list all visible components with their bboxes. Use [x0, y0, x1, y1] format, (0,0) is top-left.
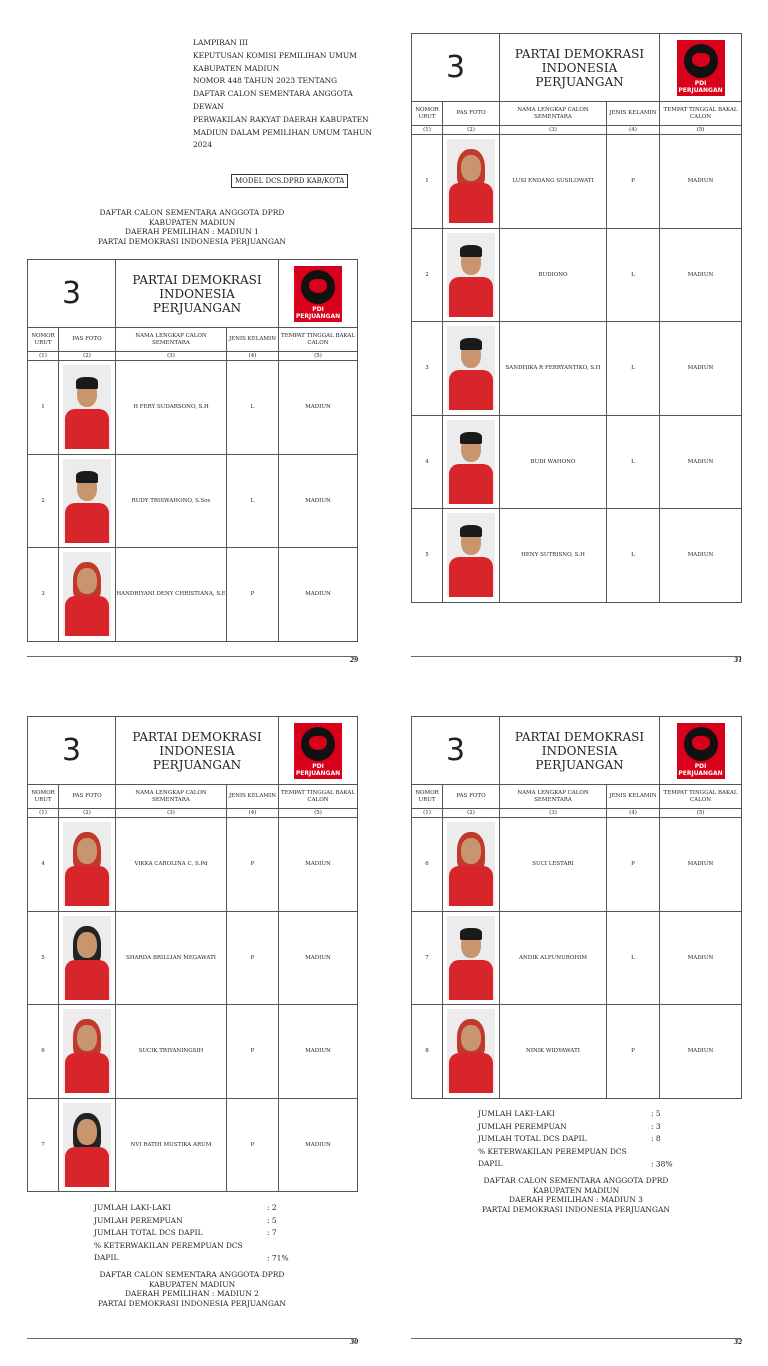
candidate-photo — [447, 233, 495, 317]
summary-row — [94, 1240, 289, 1265]
party-number-cell — [28, 717, 116, 785]
footer-line — [411, 656, 741, 657]
candidate-residence: MADIUN — [279, 361, 358, 455]
row-number: 6 — [28, 1005, 59, 1099]
table-row — [28, 818, 358, 912]
party-name-line-1: PARTAI DEMOKRASI — [132, 729, 262, 744]
col-number: (2) — [59, 352, 116, 361]
pdi-perjuangan-logo — [294, 266, 342, 322]
party-name-line-2: INDONESIA PERJUANGAN — [152, 743, 242, 772]
candidate-table — [411, 716, 742, 1099]
photo-cell — [59, 454, 116, 548]
caption-line: DAERAH PEMILIHAN : MADIUN 3 — [509, 1195, 643, 1204]
col-number: (5) — [279, 809, 358, 818]
party-number: 3 — [445, 733, 466, 768]
candidate-photo — [63, 1103, 111, 1187]
candidate-gender: P — [607, 135, 660, 229]
col-header-no: NOMOR URUT — [28, 328, 59, 352]
row-number: 2 — [412, 228, 443, 322]
candidate-name: BUDIONO — [500, 228, 607, 322]
logo-text: PDI — [312, 305, 324, 313]
candidate-name: SUCIK TRIYANINGSIH — [116, 1005, 227, 1099]
candidate-gender: L — [227, 361, 279, 455]
col-number: (4) — [607, 126, 660, 135]
page-32 — [384, 683, 768, 1366]
candidate-photo — [63, 459, 111, 543]
table-row — [28, 1098, 358, 1192]
candidate-name: VIKKA CAROLINA C, S.Pd — [116, 818, 227, 912]
candidate-photo — [63, 365, 111, 449]
candidate-photo — [63, 822, 111, 906]
logo-text: PERJUANGAN — [678, 86, 723, 94]
candidate-residence: MADIUN — [660, 228, 742, 322]
bull-head-icon — [692, 53, 710, 67]
col-header-no: NOMOR URUT — [28, 785, 59, 809]
candidate-photo — [447, 916, 495, 1000]
table-row — [28, 454, 358, 548]
summary-label: JUMLAH PEREMPUAN — [94, 1215, 183, 1225]
lampiran-line: KEPUTUSAN KOMISI PEMILIHAN UMUM — [193, 50, 357, 60]
party-name-cell — [500, 34, 660, 102]
candidate-gender: L — [607, 415, 660, 509]
col-header-name: NAMA LENGKAP CALON SEMENTARA — [500, 785, 607, 809]
col-number: (5) — [660, 126, 742, 135]
col-number: (2) — [59, 809, 116, 818]
summary-value: : 8 — [651, 1134, 661, 1143]
caption-line: PARTAI DEMOKRASI INDONESIA PERJUANGAN — [98, 236, 286, 246]
row-number: 7 — [412, 911, 443, 1005]
caption-line: DAERAH PEMILIHAN : MADIUN 2 — [125, 1289, 259, 1298]
col-number: (4) — [227, 352, 279, 361]
candidate-name: HENY SUTRISNO, S.H — [500, 509, 607, 603]
col-header-gender: JENIS KELAMIN — [227, 328, 279, 352]
lampiran-line: LAMPIRAN III — [193, 38, 248, 47]
logo-text: PDI — [312, 762, 324, 770]
table-row — [28, 548, 358, 642]
col-header-name: NAMA LENGKAP CALON SEMENTARA — [116, 328, 227, 352]
col-header-gender: JENIS KELAMIN — [607, 785, 660, 809]
candidate-name: HANDRIYANI DENY CHRISTIANA, S.E — [116, 548, 227, 642]
candidate-gender: P — [227, 548, 279, 642]
candidate-gender: P — [607, 1005, 660, 1099]
party-logo-cell — [660, 717, 742, 785]
summary-row — [478, 1133, 673, 1146]
row-number: 5 — [28, 911, 59, 1005]
page-30 — [0, 683, 384, 1366]
summary-label: JUMLAH PEREMPUAN — [478, 1121, 567, 1131]
summary-label: % KETERWAKILAN PEREMPUAN DCS DAPIL — [94, 1240, 243, 1262]
lampiran-line: KABUPATEN MADIUN — [193, 63, 280, 73]
caption-madiun-3 — [411, 1176, 741, 1214]
page-31 — [384, 0, 768, 683]
row-number: 4 — [28, 818, 59, 912]
summary-value: : 3 — [651, 1121, 661, 1131]
candidate-residence: MADIUN — [279, 911, 358, 1005]
bull-head-icon — [309, 279, 327, 293]
candidate-photo — [63, 916, 111, 1000]
candidate-residence: MADIUN — [660, 322, 742, 416]
col-header-residence: TEMPAT TINGGAL BAKAL CALON — [279, 785, 358, 809]
party-logo-cell — [279, 717, 358, 785]
page-number: 31 — [734, 657, 743, 664]
col-header-residence: TEMPAT TINGGAL BAKAL CALON — [660, 785, 742, 809]
lampiran-line: NOMOR 448 TAHUN 2023 TENTANG — [193, 76, 338, 86]
table-row — [28, 911, 358, 1005]
col-header-name: NAMA LENGKAP CALON SEMENTARA — [500, 102, 607, 126]
caption-madiun-1 — [27, 208, 357, 246]
logo-text: PDI — [694, 79, 707, 87]
col-number: (2) — [443, 126, 500, 135]
photo-cell — [443, 135, 500, 229]
row-number: 3 — [412, 322, 443, 416]
candidate-photo — [447, 326, 495, 410]
candidate-name: LUSI ENDANG SUSILOWATI — [500, 135, 607, 229]
photo-cell — [443, 911, 500, 1005]
page-number: 29 — [350, 657, 359, 664]
candidate-photo — [447, 513, 495, 597]
candidate-residence: MADIUN — [660, 509, 742, 603]
candidate-gender: L — [607, 509, 660, 603]
col-number: (5) — [279, 352, 358, 361]
page-number: 30 — [350, 1339, 359, 1346]
table-row — [28, 1005, 358, 1099]
table-row — [412, 818, 742, 912]
summary-row — [478, 1146, 673, 1171]
candidate-name: SUCI LESTARI — [500, 818, 607, 912]
photo-cell — [443, 509, 500, 603]
table-row — [412, 228, 742, 322]
table-row — [412, 509, 742, 603]
candidate-gender: L — [607, 322, 660, 416]
table-row — [412, 135, 742, 229]
table-row — [28, 361, 358, 455]
row-number: 7 — [28, 1098, 59, 1192]
candidate-table — [27, 716, 358, 1192]
col-number: (3) — [500, 809, 607, 818]
candidate-gender: L — [607, 911, 660, 1005]
candidate-table — [27, 259, 358, 642]
candidate-residence: MADIUN — [660, 818, 742, 912]
party-number: 3 — [61, 276, 82, 311]
caption-line: PARTAI DEMOKRASI INDONESIA PERJUANGAN — [98, 1298, 286, 1308]
row-number: 8 — [412, 1005, 443, 1099]
col-header-no: NOMOR URUT — [412, 785, 443, 809]
party-number: 3 — [445, 50, 466, 85]
footer-line — [411, 1338, 741, 1339]
party-name-line-2: INDONESIA PERJUANGAN — [535, 743, 624, 772]
col-header-gender: JENIS KELAMIN — [607, 102, 660, 126]
candidate-residence: MADIUN — [279, 818, 358, 912]
lampiran-block — [193, 37, 373, 152]
col-number: (5) — [660, 809, 742, 818]
party-name-line-1: PARTAI DEMOKRASI — [132, 272, 262, 287]
caption-madiun-2 — [27, 1270, 357, 1308]
caption-line: DAFTAR CALON SEMENTARA ANGGOTA DPRD — [99, 208, 285, 217]
candidate-residence: MADIUN — [279, 548, 358, 642]
party-name-line-2: INDONESIA PERJUANGAN — [152, 286, 242, 315]
caption-line: DAFTAR CALON SEMENTARA ANGGOTA DPRD — [99, 1270, 285, 1279]
candidate-name: BUDI WAHONO — [500, 415, 607, 509]
summary-block — [478, 1108, 673, 1171]
party-logo-cell — [279, 260, 358, 328]
caption-line: DAERAH PEMILIHAN : MADIUN 1 — [125, 227, 259, 236]
party-name-cell — [116, 717, 279, 785]
col-header-no: NOMOR URUT — [412, 102, 443, 126]
summary-row — [94, 1202, 289, 1215]
summary-row — [478, 1121, 673, 1134]
candidate-residence: MADIUN — [660, 415, 742, 509]
party-number-cell — [28, 260, 116, 328]
photo-cell — [443, 322, 500, 416]
candidate-name: RUDY TRISWAHONO, S.Sos — [116, 454, 227, 548]
candidate-table — [411, 33, 742, 603]
candidate-name: SANDHIKA R FERRYANTIKO, S.H — [500, 322, 607, 416]
photo-cell — [59, 361, 116, 455]
pdi-perjuangan-logo — [677, 40, 725, 96]
candidate-photo — [447, 420, 495, 504]
party-number-cell — [412, 34, 500, 102]
candidate-photo — [447, 822, 495, 906]
candidate-residence: MADIUN — [660, 1005, 742, 1099]
photo-cell — [59, 911, 116, 1005]
summary-value: : 7 — [267, 1228, 277, 1237]
lampiran-line: MADIUN DALAM PEMILIHAN UMUM TAHUN — [193, 127, 373, 137]
col-header-photo: PAS FOTO — [59, 785, 116, 809]
summary-label: JUMLAH LAKI-LAKI — [478, 1109, 555, 1118]
candidate-photo — [447, 139, 495, 223]
caption-line: KABUPATEN MADIUN — [148, 217, 236, 227]
col-number: (1) — [28, 352, 59, 361]
summary-block — [94, 1202, 289, 1265]
col-number: (4) — [227, 809, 279, 818]
bull-head-icon — [692, 736, 710, 750]
caption-line: DAFTAR CALON SEMENTARA ANGGOTA DPRD — [483, 1176, 669, 1185]
candidate-gender: P — [227, 1098, 279, 1192]
pdi-perjuangan-logo — [677, 723, 725, 779]
row-number: 1 — [28, 361, 59, 455]
caption-line: KABUPATEN MADIUN — [148, 1279, 236, 1289]
summary-label: JUMLAH TOTAL DCS DAPIL — [94, 1228, 203, 1237]
caption-line: KABUPATEN MADIUN — [532, 1185, 620, 1195]
photo-cell — [59, 1098, 116, 1192]
page-29 — [0, 0, 384, 683]
col-header-photo: PAS FOTO — [443, 102, 500, 126]
col-number: (3) — [116, 809, 227, 818]
candidate-residence: MADIUN — [279, 1005, 358, 1099]
photo-cell — [59, 1005, 116, 1099]
candidate-photo — [63, 1009, 111, 1093]
summary-value: : 5 — [267, 1215, 277, 1225]
logo-text: PERJUANGAN — [678, 769, 723, 777]
candidate-name: NINIK WIDYAWATI — [500, 1005, 607, 1099]
summary-value: : 2 — [267, 1203, 277, 1212]
row-number: 6 — [412, 818, 443, 912]
candidate-residence: MADIUN — [279, 454, 358, 548]
lampiran-line: PERWAKILAN RAKYAT DAERAH KABUPATEN — [193, 114, 369, 124]
footer-line — [27, 1338, 357, 1339]
summary-value: : 5 — [651, 1109, 661, 1118]
candidate-residence: MADIUN — [660, 135, 742, 229]
col-header-photo: PAS FOTO — [443, 785, 500, 809]
summary-label: JUMLAH TOTAL DCS DAPIL — [478, 1134, 587, 1143]
summary-value: : 38% — [651, 1159, 673, 1168]
table-row — [412, 415, 742, 509]
col-number: (3) — [116, 352, 227, 361]
table-row — [412, 322, 742, 416]
candidate-residence: MADIUN — [279, 1098, 358, 1192]
row-number: 5 — [412, 509, 443, 603]
candidate-gender: L — [607, 228, 660, 322]
logo-text: PERJUANGAN — [295, 312, 341, 320]
col-number: (1) — [412, 809, 443, 818]
lampiran-line: DAFTAR CALON SEMENTARA ANGGOTA DEWAN — [193, 89, 353, 111]
footer-line — [27, 656, 357, 657]
col-header-name: NAMA LENGKAP CALON SEMENTARA — [116, 785, 227, 809]
model-label: MODEL DCS.DPRD KAB/KOTA — [231, 174, 348, 188]
candidate-gender: P — [227, 1005, 279, 1099]
candidate-residence: MADIUN — [660, 911, 742, 1005]
col-number: (4) — [607, 809, 660, 818]
col-number: (1) — [28, 809, 59, 818]
col-number: (2) — [443, 809, 500, 818]
row-number: 4 — [412, 415, 443, 509]
party-name-line-1: PARTAI DEMOKRASI — [514, 46, 645, 61]
col-number: (1) — [412, 126, 443, 135]
logo-text: PDI — [694, 762, 707, 770]
candidate-name: NVI RATIH MUSTIKA ARUM — [116, 1098, 227, 1192]
row-number: 3 — [28, 548, 59, 642]
row-number: 1 — [412, 135, 443, 229]
summary-value: : 71% — [267, 1253, 289, 1262]
candidate-name: ANDIK ALFUNUROHIM — [500, 911, 607, 1005]
photo-cell — [443, 1005, 500, 1099]
col-number: (3) — [500, 126, 607, 135]
photo-cell — [59, 548, 116, 642]
caption-line: PARTAI DEMOKRASI INDONESIA PERJUANGAN — [482, 1204, 670, 1214]
candidate-photo — [447, 1009, 495, 1093]
pdi-perjuangan-logo — [294, 723, 342, 779]
photo-cell — [59, 818, 116, 912]
col-header-gender: JENIS KELAMIN — [227, 785, 279, 809]
party-name-cell — [116, 260, 279, 328]
party-number-cell — [412, 717, 500, 785]
party-name-line-2: INDONESIA PERJUANGAN — [535, 60, 624, 89]
summary-row — [94, 1215, 289, 1228]
col-header-photo: PAS FOTO — [59, 328, 116, 352]
party-name-cell — [500, 717, 660, 785]
party-name-line-1: PARTAI DEMOKRASI — [514, 729, 645, 744]
party-logo-cell — [660, 34, 742, 102]
summary-row — [94, 1227, 289, 1240]
lampiran-line: 2024 — [193, 140, 213, 150]
candidate-gender: L — [227, 454, 279, 548]
logo-text: PERJUANGAN — [295, 769, 341, 777]
summary-label: % KETERWAKILAN PEREMPUAN DCS DAPIL — [478, 1146, 627, 1168]
candidate-photo — [63, 552, 111, 636]
photo-cell — [443, 818, 500, 912]
photo-cell — [443, 228, 500, 322]
candidate-name: SHARDA BRILLIAN MEGAWATI — [116, 911, 227, 1005]
col-header-residence: TEMPAT TINGGAL BAKAL CALON — [660, 102, 742, 126]
col-header-residence: TEMPAT TINGGAL BAKAL CALON — [279, 328, 358, 352]
party-number: 3 — [61, 733, 82, 768]
candidate-gender: P — [227, 911, 279, 1005]
candidate-gender: P — [607, 818, 660, 912]
bull-head-icon — [309, 736, 327, 750]
table-row — [412, 911, 742, 1005]
photo-cell — [443, 415, 500, 509]
candidate-name: H FERY SUDARSONO, S.H — [116, 361, 227, 455]
row-number: 2 — [28, 454, 59, 548]
table-row — [412, 1005, 742, 1099]
summary-row — [478, 1108, 673, 1121]
summary-label: JUMLAH LAKI-LAKI — [94, 1203, 171, 1212]
page-number: 32 — [734, 1339, 743, 1346]
candidate-gender: P — [227, 818, 279, 912]
